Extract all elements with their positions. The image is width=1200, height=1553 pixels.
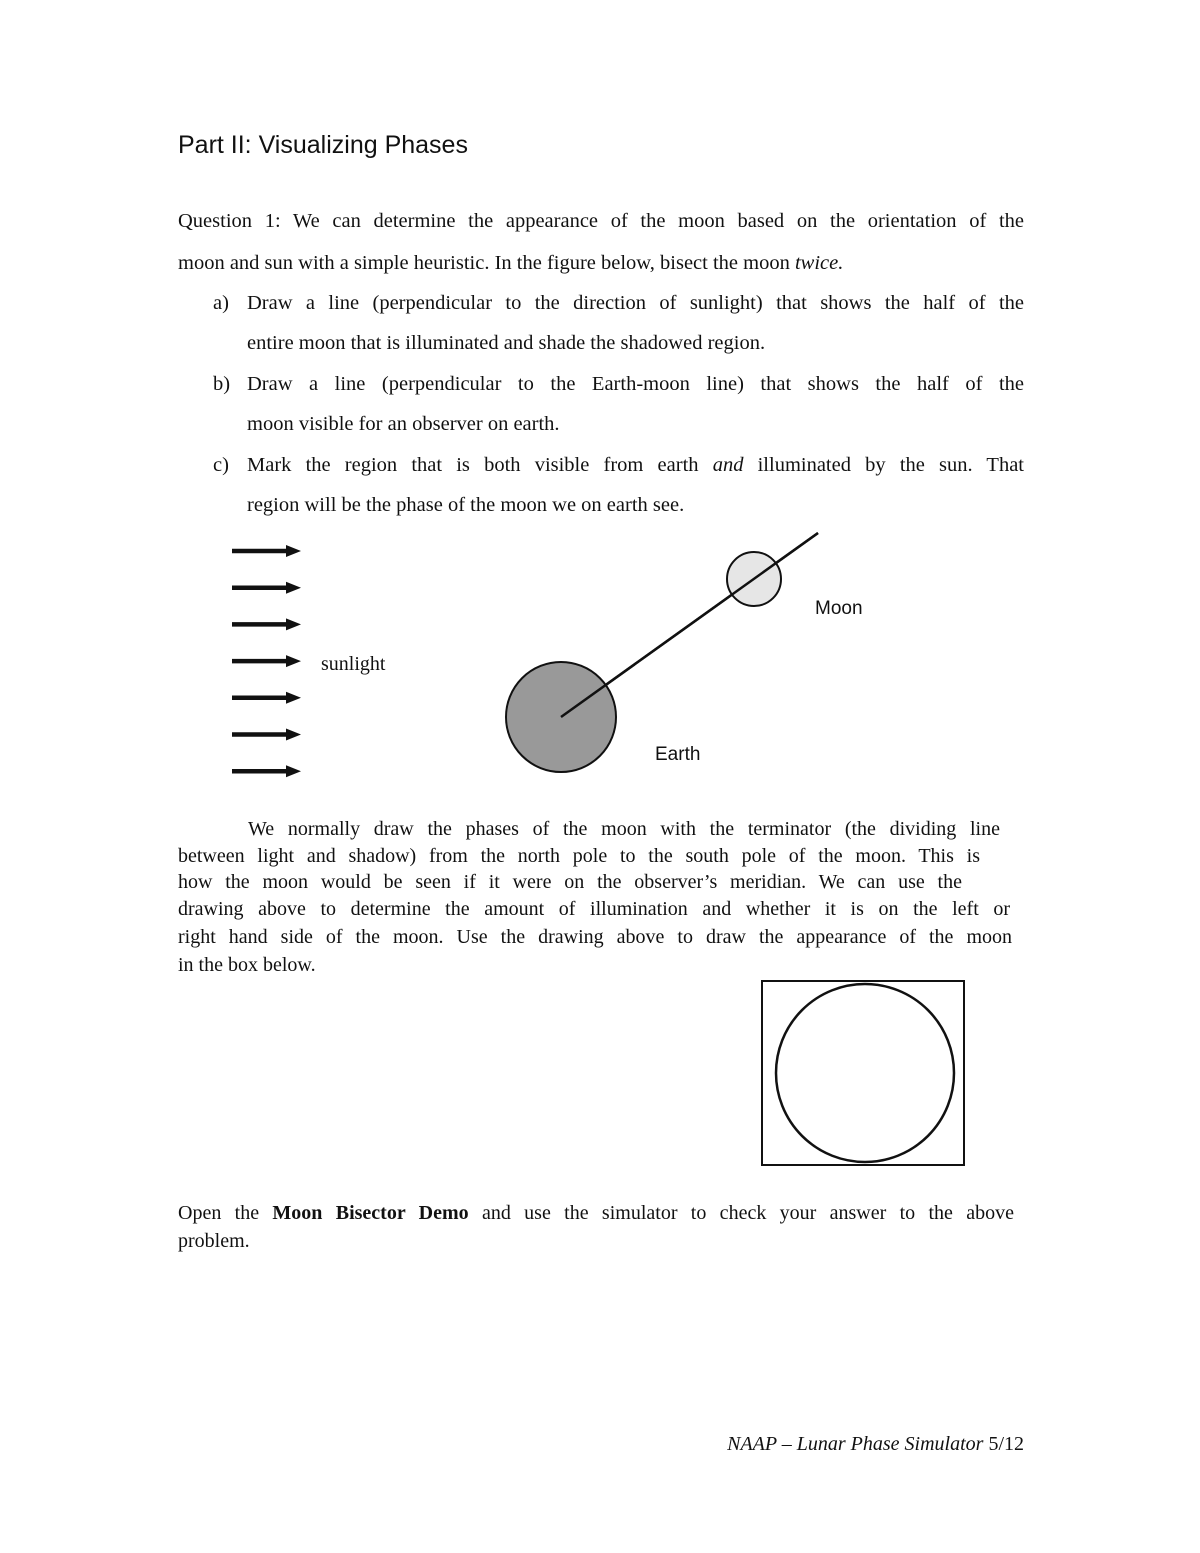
paragraph-line: between light and shadow) from the north pole to the south pole of the moon. This is bbox=[178, 845, 980, 867]
open-demo-line: Open the Moon Bisector Demo and use the simulator to check your answer to the above bbox=[178, 1202, 1014, 1224]
item-line: region will be the phase of the moon we on earth see. bbox=[247, 494, 685, 516]
earth-label: Earth bbox=[655, 744, 701, 765]
sunlight-arrow-icon bbox=[232, 692, 301, 704]
item-line: moon visible for an observer on earth. bbox=[247, 413, 560, 435]
item-line: entire moon that is illuminated and shade the shadowed region. bbox=[247, 332, 766, 354]
paragraph-line: We normally draw the phases of the moon with the terminator (the dividing line bbox=[248, 818, 1000, 840]
item-line: Draw a line (perpendicular to the Earth-moon line) that shows the half of the bbox=[247, 373, 1024, 395]
item-marker: c) bbox=[213, 454, 229, 476]
sunlight-label: sunlight bbox=[321, 653, 386, 675]
answer-moon-circle bbox=[776, 984, 954, 1162]
sunlight-arrow-icon bbox=[232, 729, 301, 741]
paragraph-line: drawing above to determine the amount of illumination and whether it is on the left or bbox=[178, 898, 1010, 920]
earth-moon-line-overlay bbox=[561, 533, 818, 717]
demo-name: Moon Bisector Demo bbox=[272, 1202, 469, 1224]
page-title: Part II: Visualizing Phases bbox=[178, 131, 468, 159]
question-line: moon and sun with a simple heuristic. In the figure below, bisect the moon twice. bbox=[178, 252, 844, 274]
sunlight-arrow-icon bbox=[232, 545, 301, 557]
sunlight-arrow-icon bbox=[232, 655, 301, 667]
item-line: Mark the region that is both visible from earth and illuminated by the sun. That bbox=[247, 454, 1024, 476]
item-marker: b) bbox=[213, 373, 231, 395]
sunlight-arrows bbox=[232, 545, 301, 777]
footer: NAAP – Lunar Phase Simulator 5/12 bbox=[727, 1433, 1024, 1455]
paragraph-line: how the moon would be seen if it were on the observer’s meridian. We can use the bbox=[178, 871, 962, 893]
answer-box bbox=[762, 981, 964, 1165]
open-demo-line: problem. bbox=[178, 1230, 250, 1252]
paragraph-line: right hand side of the moon. Use the drawing above to draw the appearance of the moon bbox=[178, 926, 1012, 948]
sunlight-arrow-icon bbox=[232, 582, 301, 594]
question-line: Question 1: We can determine the appearance of the moon based on the orientation of the bbox=[178, 210, 1024, 232]
moon-label: Moon bbox=[815, 598, 863, 619]
item-line: Draw a line (perpendicular to the direction of sunlight) that shows the half of the bbox=[247, 292, 1024, 314]
item-marker: a) bbox=[213, 292, 229, 314]
paragraph-line: in the box below. bbox=[178, 954, 316, 976]
sunlight-arrow-icon bbox=[232, 618, 301, 630]
sunlight-arrow-icon bbox=[232, 765, 301, 777]
